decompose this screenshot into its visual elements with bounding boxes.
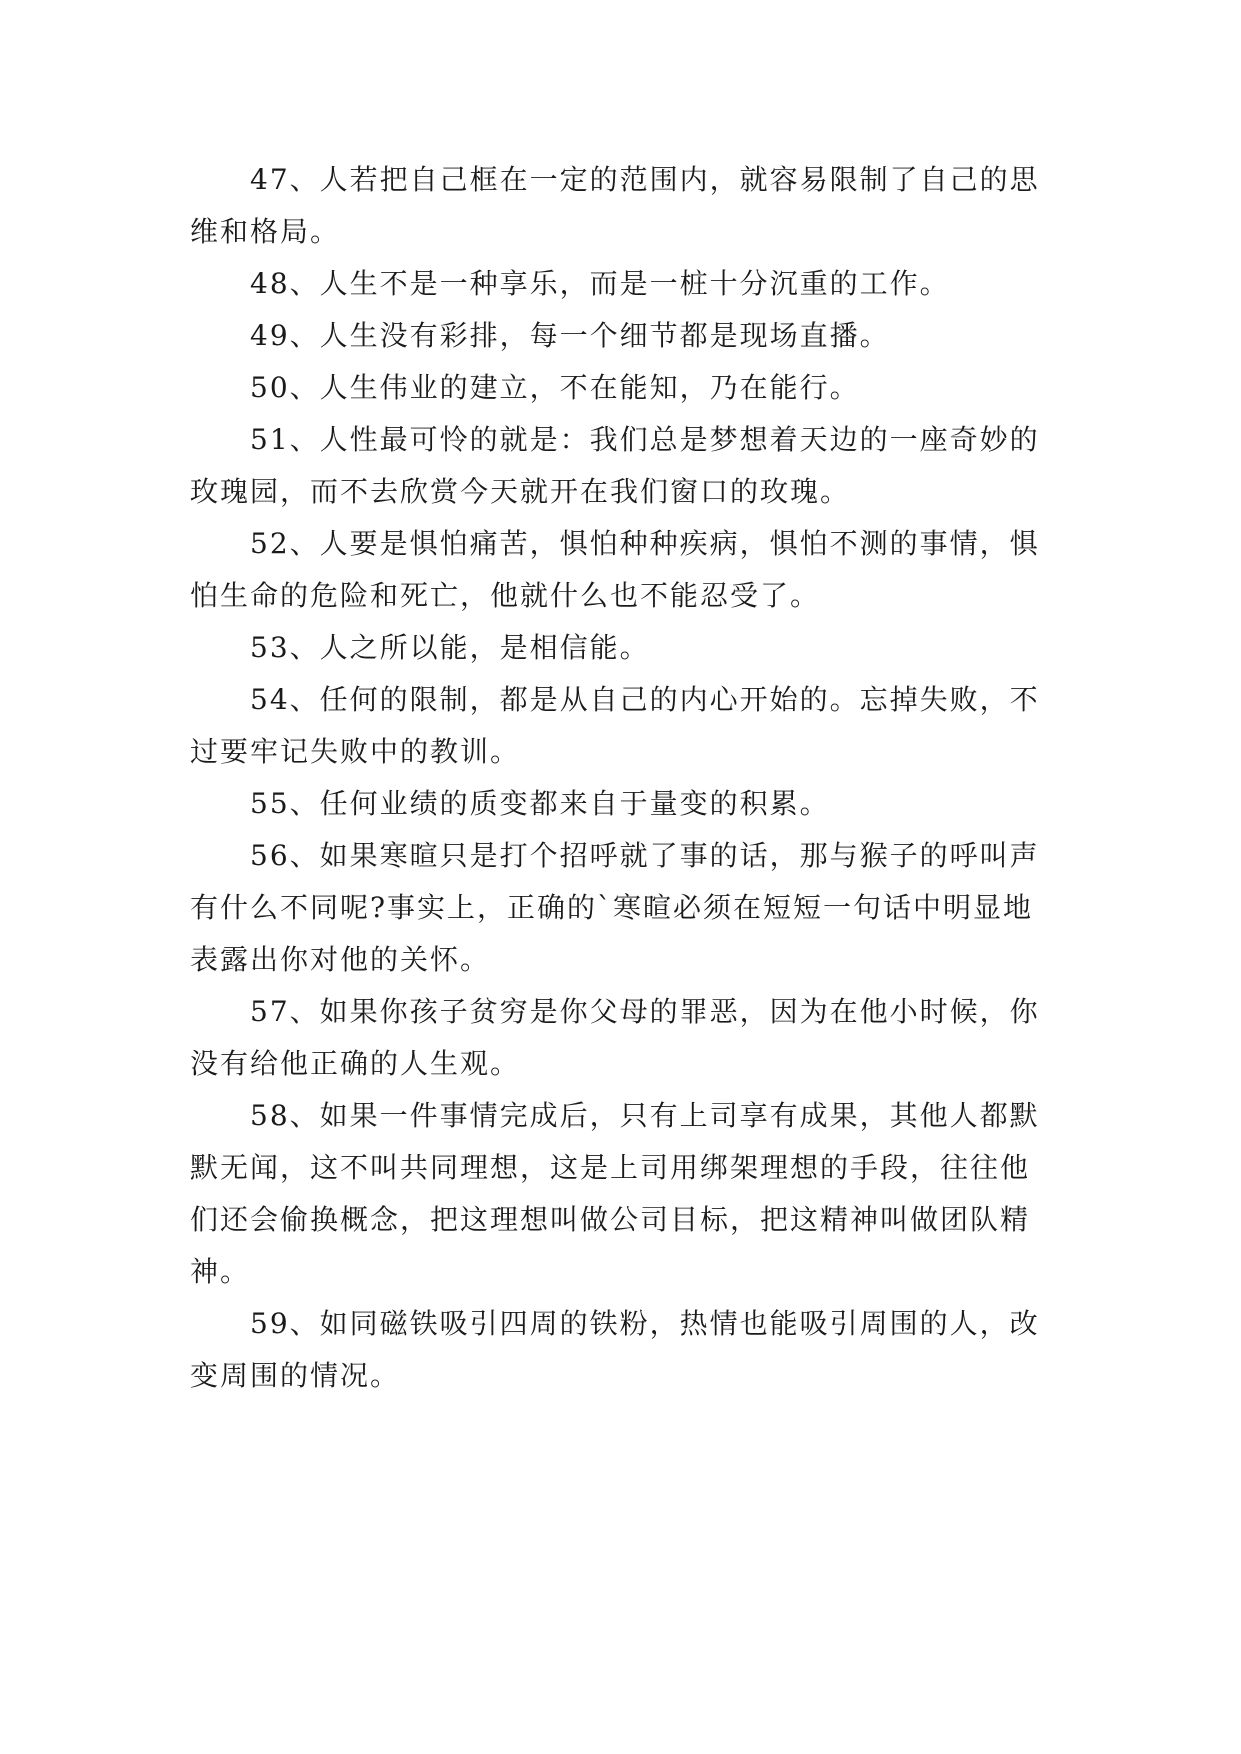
document-body: [190, 154, 1050, 1402]
paragraph-52: 52、人要是惧怕痛苦，惧怕种种疾病，惧怕不测的事情，惧怕生命的危险和死亡，他就什么也不能忍受了。: [190, 527, 1040, 612]
paragraph-47: 47、人若把自己框在一定的范围内，就容易限制了自己的思维和格局。: [190, 163, 1040, 248]
paragraph-53: 53、人之所以能，是相信能。: [250, 631, 650, 664]
paragraph-49: 49、人生没有彩排，每一个细节都是现场直播。: [250, 319, 890, 352]
paragraph-59: 59、如同磁铁吸引四周的铁粉，热情也能吸引周围的人，改变周围的情况。: [190, 1307, 1040, 1392]
paragraph-57: 57、如果你孩子贫穷是你父母的罪恶，因为在他小时候，你没有给他正确的人生观。: [190, 995, 1040, 1080]
paragraph-54: 54、任何的限制，都是从自己的内心开始的。忘掉失败，不过要牢记失败中的教训。: [190, 683, 1040, 768]
paragraph-56: 56、如果寒暄只是打个招呼就了事的话，那与猴子的呼叫声有什么不同呢?事实上，正确的`寒暄必须在短短一句话中明显地表露出你对他的关怀。: [190, 839, 1040, 976]
paragraph-48: 48、人生不是一种享乐，而是一桩十分沉重的工作。: [250, 267, 950, 300]
paragraph-50: 50、人生伟业的建立，不在能知，乃在能行。: [250, 371, 860, 404]
paragraph-51: 51、人性最可怜的就是：我们总是梦想着天边的一座奇妙的玫瑰园，而不去欣赏今天就开在我们窗口的玫瑰。: [190, 423, 1040, 508]
paragraph-55: 55、任何业绩的质变都来自于量变的积累。: [250, 787, 830, 820]
paragraph-58: 58、如果一件事情完成后，只有上司享有成果，其他人都默默无闻，这不叫共同理想，这是上司用绑架理想的手段，往往他们还会偷换概念，把这理想叫做公司目标，把这精神叫做团队精神。: [190, 1099, 1040, 1288]
